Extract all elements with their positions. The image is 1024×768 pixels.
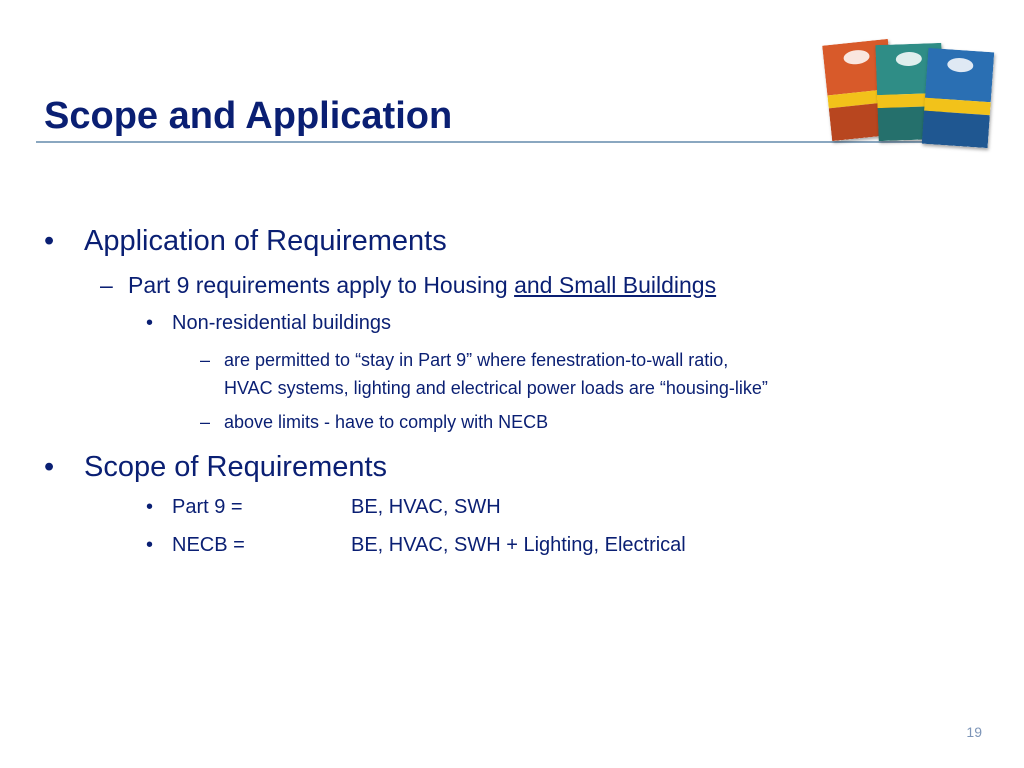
underlined-text: and Small Buildings bbox=[514, 272, 717, 298]
bullet-marker: • bbox=[44, 451, 55, 483]
bullet-marker: • bbox=[146, 312, 154, 334]
sub-bullet-text: Non-residential buildings bbox=[172, 312, 392, 334]
scope-label: Part 9 = bbox=[172, 496, 243, 518]
detail-text-line1: are permitted to “stay in Part 9” where fenestration-to-wall ratio, bbox=[224, 350, 729, 370]
detail-item-permitted-continued bbox=[224, 376, 768, 400]
page-number: 19 bbox=[966, 724, 982, 740]
bullet-text: Application of Requirements bbox=[84, 225, 447, 257]
bullet-marker: • bbox=[146, 496, 154, 518]
dash-marker: – bbox=[200, 412, 211, 432]
detail-text-line1: above limits - have to comply with NECB bbox=[224, 412, 549, 432]
scope-value: BE, HVAC, SWH bbox=[351, 496, 501, 518]
detail-text-line2: HVAC systems, lighting and electrical power loads are “housing-like” bbox=[224, 378, 768, 398]
scope-label: NECB = bbox=[172, 534, 245, 556]
bullet-text: Scope of Requirements bbox=[84, 451, 388, 483]
bullet-marker: • bbox=[44, 225, 55, 257]
bullet-marker: • bbox=[146, 534, 154, 556]
dash-marker: – bbox=[200, 350, 211, 370]
slide-title: Scope and Application bbox=[44, 95, 453, 137]
scope-value: BE, HVAC, SWH + Lighting, Electrical bbox=[351, 534, 686, 556]
sub-bullet-text: Part 9 requirements apply to Housing bbox=[128, 272, 508, 298]
dash-marker: – bbox=[100, 272, 113, 298]
